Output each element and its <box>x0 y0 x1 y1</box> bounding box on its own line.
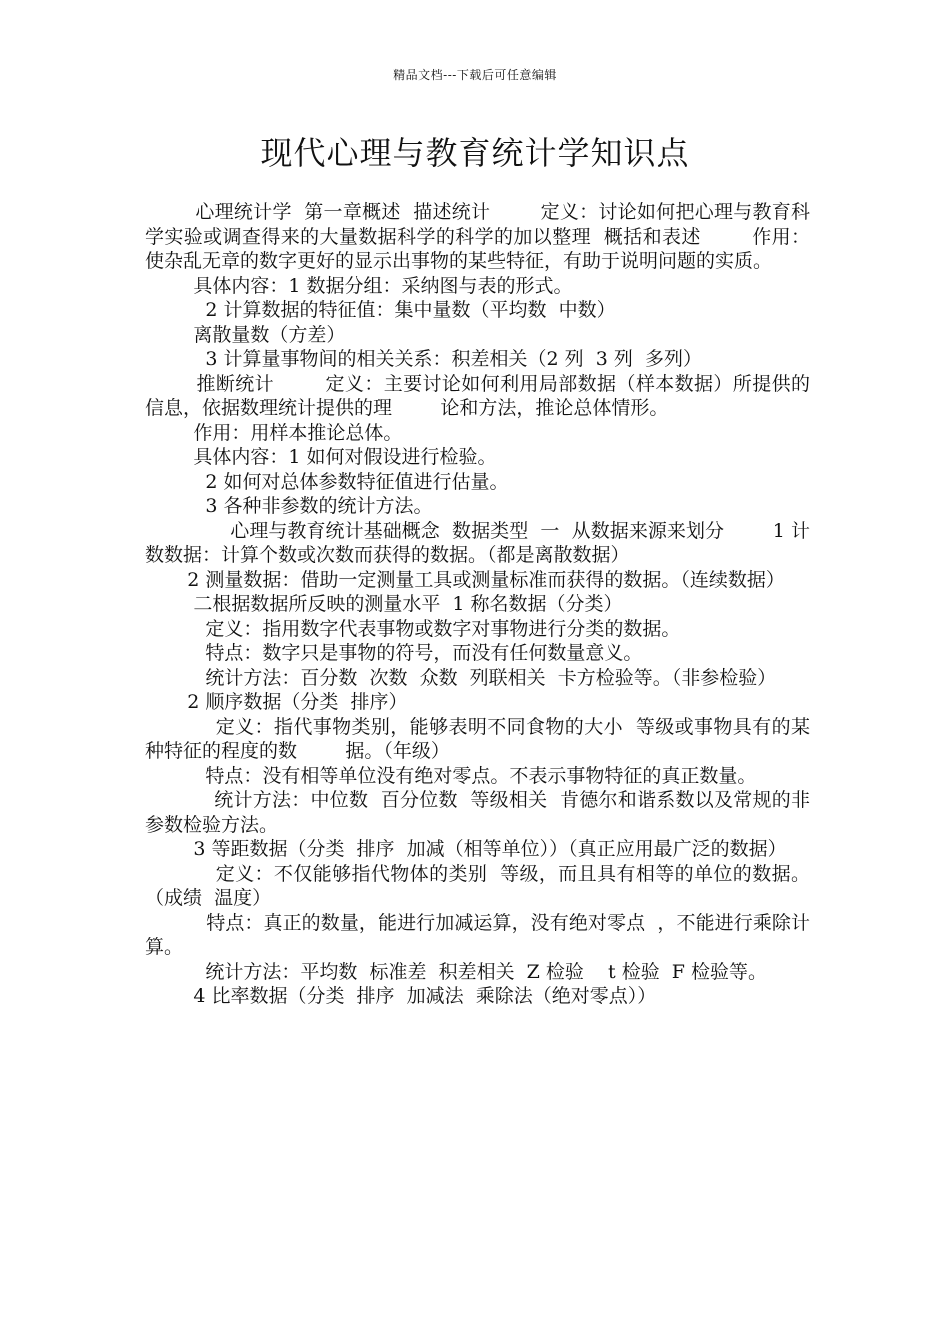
page-header: 精品文档---下载后可任意编辑 <box>393 68 557 82</box>
paragraph: 统计方法：平均数 标准差 积差相关 Z 检验 t 检验 F 检验等。 <box>145 960 768 983</box>
paragraph: 2 测量数据：借助一定测量工具或测量标准而获得的数据。（连续数据） <box>145 568 785 591</box>
paragraph: 具体内容：1 如何对假设进行检验。 <box>145 446 497 468</box>
paragraph: 具体内容：1 数据分组：采纳图与表的形式。 <box>145 274 573 297</box>
paragraph: 作用：用样本推论总体。 <box>145 421 403 444</box>
paragraph: 心理统计学 第一章概述 描述统计 定义：讨论如何把心理与教育科学实验或调查得来的大量数据科学的科学的加以整理 概括和表述 作用：使杂乱无章的数字更好的显示出事物的某些特征，有助于说明问题的实质。 <box>145 201 810 272</box>
paragraph: 定义：不仅能够指代物体的类别 等级，而且具有相等的单位的数据。（成绩 温度） <box>145 862 810 909</box>
paragraph: 3 计算量事物间的相关关系：积差相关（2 列 3 列 多列） <box>145 348 702 370</box>
paragraph: 2 如何对总体参数特征值进行估量。 <box>145 470 509 493</box>
paragraph: 统计方法：百分数 次数 众数 列联相关 卡方检验等。（非参检验） <box>145 666 777 689</box>
paragraph: 统计方法：中位数 百分位数 等级相关 肯德尔和谐系数以及常规的非参数检验方法。 <box>145 789 810 836</box>
paragraph: 4 比率数据（分类 排序 加减法 乘除法（绝对零点）） <box>145 985 657 1007</box>
paragraph: 二根据数据所反映的测量水平 1 称名数据（分类） <box>145 593 623 615</box>
paragraph: 3 等距数据（分类 排序 加减（相等单位））（真正应用最广泛的数据） <box>145 838 787 860</box>
paragraph: 定义：指用数字代表事物或数字对事物进行分类的数据。 <box>145 617 681 640</box>
paragraph: 定义：指代事物类别，能够表明不同食物的大小 等级或事物具有的某种特征的程度的数 据。（年级） <box>145 715 810 762</box>
paragraph: 心理与教育统计基础概念 数据类型 一 从数据来源来划分 1 计数数据：计算个数或次数而获得的数据。（都是离散数据） <box>145 519 810 566</box>
document-title: 现代心理与教育统计学知识点 <box>260 134 690 172</box>
paragraph: 特点：数字只是事物的符号，而没有任何数量意义。 <box>145 642 643 664</box>
paragraph: 2 计算数据的特征值：集中量数（平均数 中数） <box>145 299 616 321</box>
paragraph: 3 各种非参数的统计方法。 <box>145 495 433 517</box>
paragraph: 离散量数（方差） <box>145 323 346 346</box>
document-body <box>145 200 810 1009</box>
paragraph: 2 顺序数据（分类 排序） <box>145 691 408 713</box>
paragraph: 推断统计 定义：主要讨论如何利用局部数据（样本数据）所提供的信息，依据数理统计提供的理 论和方法，推论总体情形。 <box>145 372 810 419</box>
paragraph: 特点：真正的数量，能进行加减运算，没有绝对零点 ，不能进行乘除计算。 <box>145 911 810 958</box>
paragraph: 特点：没有相等单位没有绝对零点。不表示事物特征的真正数量。 <box>145 764 757 787</box>
